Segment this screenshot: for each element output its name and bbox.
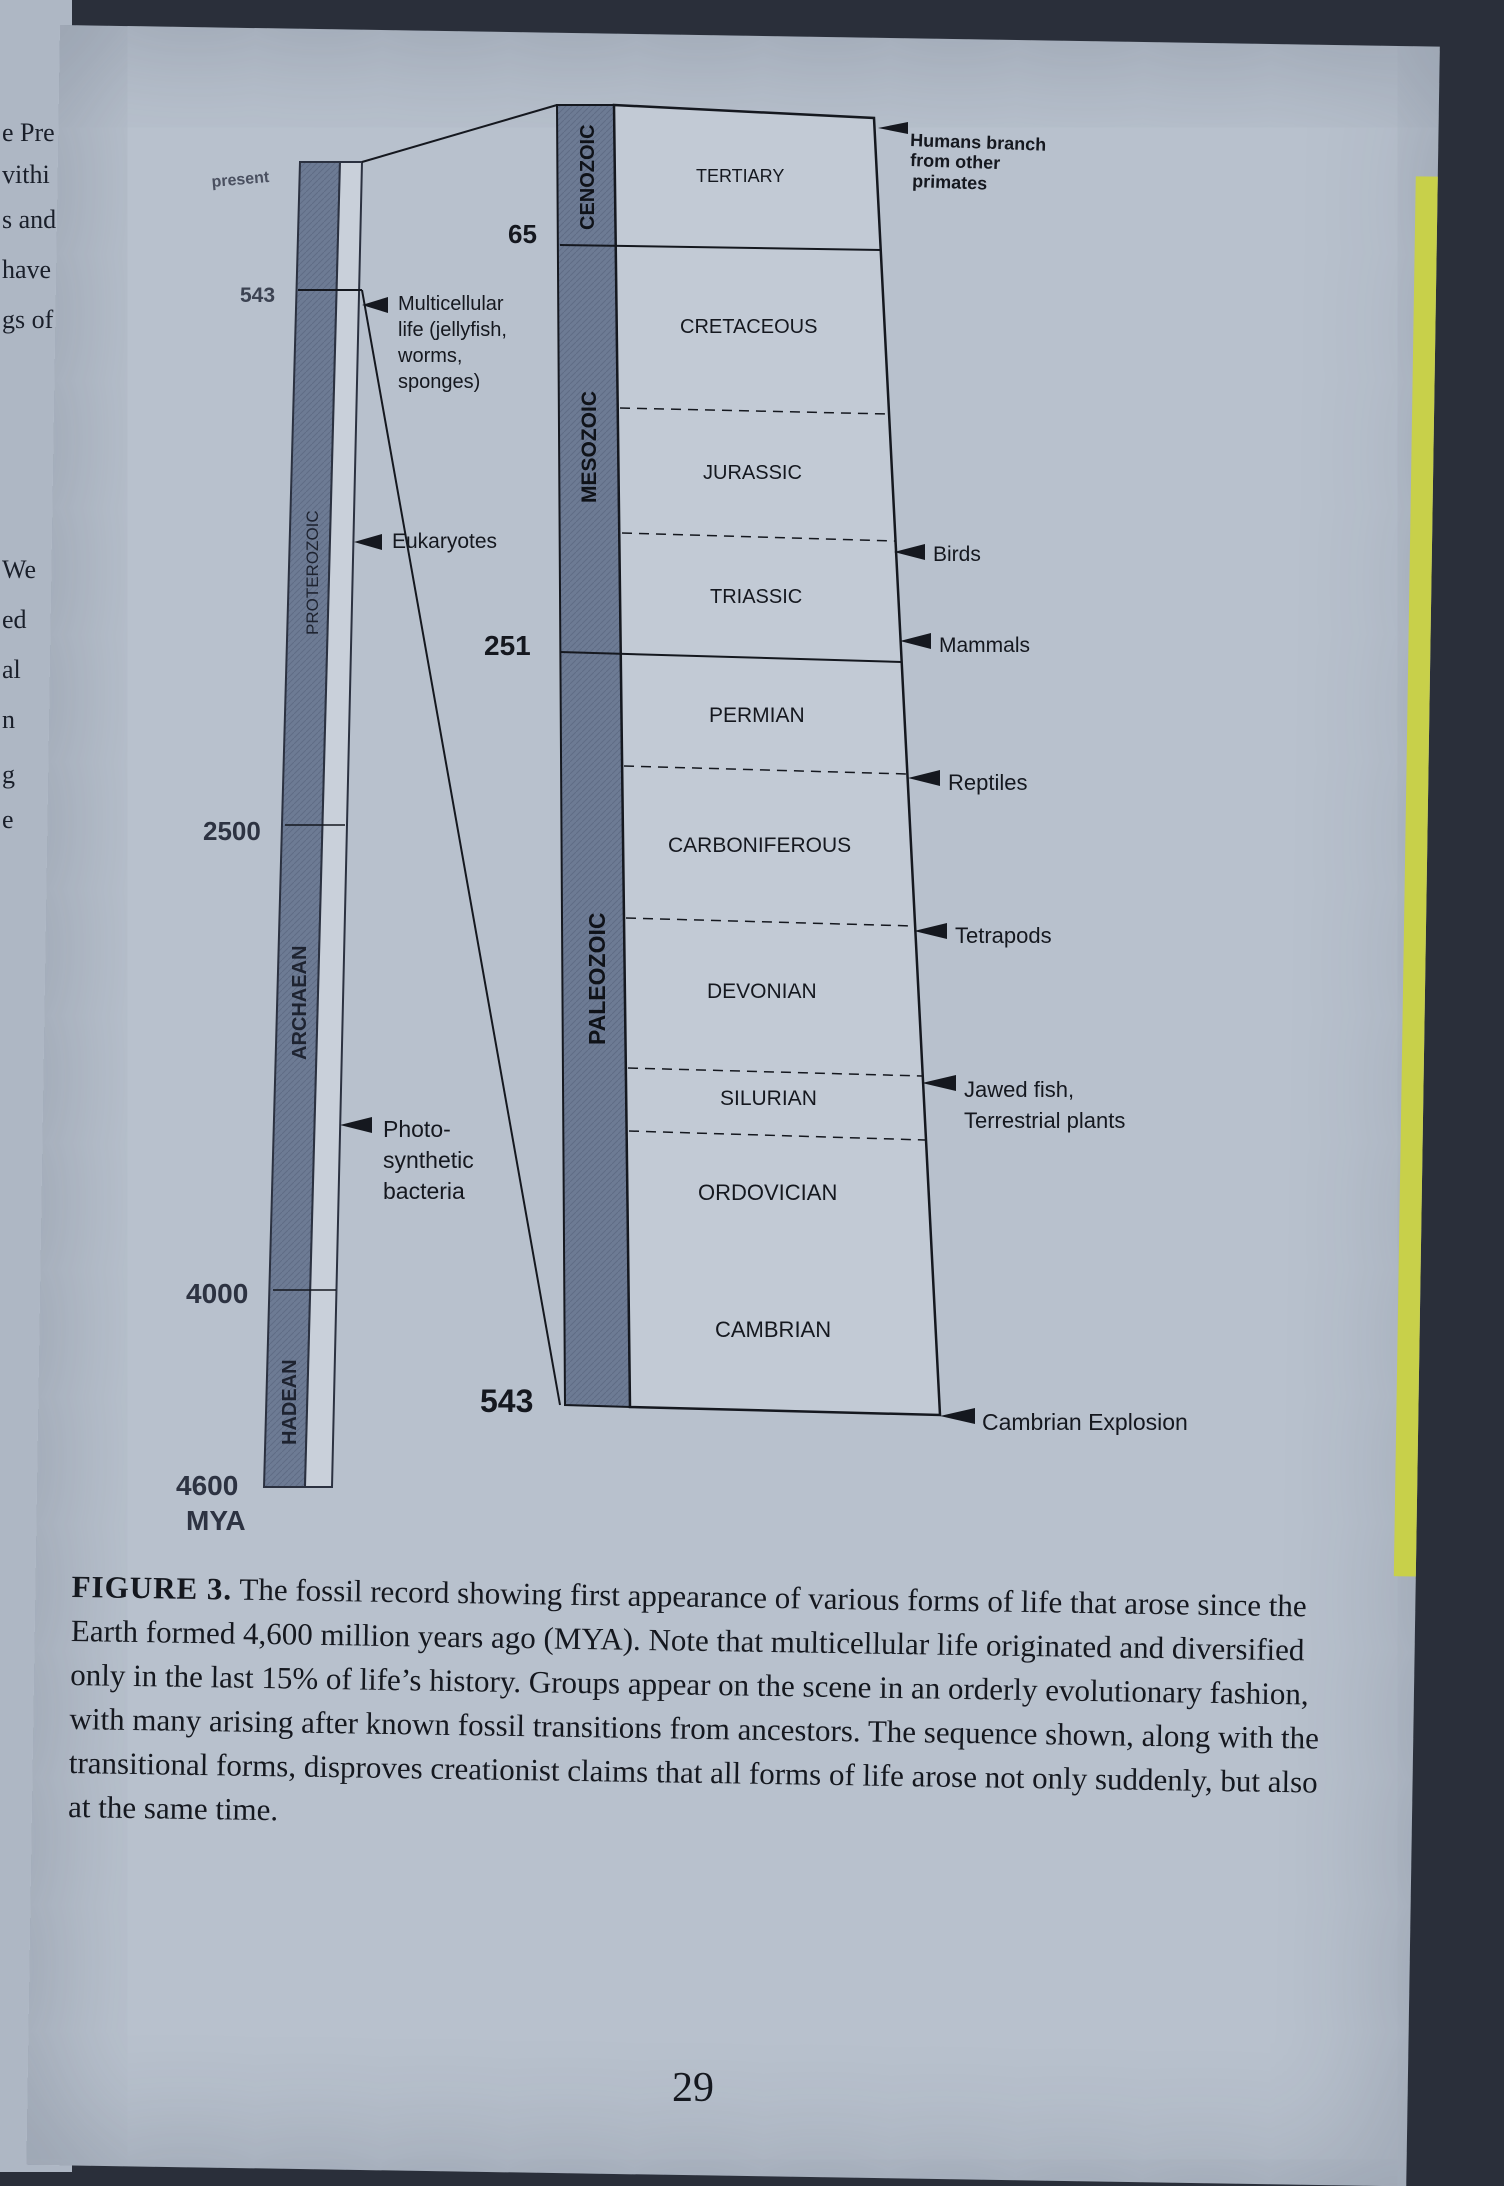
period-devonian: DEVONIAN <box>707 980 817 1003</box>
period-permian: PERMIAN <box>709 704 805 727</box>
page-number: 29 <box>672 2065 714 2111</box>
arrow-icon <box>900 633 931 649</box>
facing-text-fragment: have <box>2 255 52 284</box>
event-humans-line1: Humans branch <box>909 130 1047 155</box>
arrow-icon <box>908 770 940 786</box>
arrow-icon <box>914 923 947 939</box>
tick-543-bottom: 543 <box>480 1383 534 1419</box>
event-birds: Birds <box>933 543 981 566</box>
caption-lead: FIGURE 3. <box>71 1568 233 1607</box>
event-mammals: Mammals <box>939 634 1031 657</box>
event-multicellular-line3: worms, <box>398 345 463 367</box>
facing-text-fragment: e Pre <box>2 118 55 147</box>
event-jawed-line1: Jawed fish, <box>964 1077 1075 1102</box>
tick-4000: 4000 <box>186 1278 249 1309</box>
eon-label-hadean: HADEAN <box>279 1359 301 1445</box>
arrow-icon <box>340 1117 372 1133</box>
arrow-icon <box>940 1408 975 1424</box>
period-jurassic: JURASSIC <box>703 462 802 484</box>
facing-text-fragment: vithi <box>2 160 50 189</box>
event-eukaryotes: Eukaryotes <box>392 530 498 553</box>
arrow-icon <box>878 122 908 134</box>
event-photosynthetic-line2: synthetic <box>383 1147 474 1173</box>
tick-543: 543 <box>240 284 276 307</box>
event-humans-line2: from other <box>909 150 1001 174</box>
period-ordovician: ORDOVICIAN <box>698 1180 838 1205</box>
tick-present: present <box>210 169 270 191</box>
event-jawed-line2: Terrestrial plants <box>964 1108 1126 1133</box>
tick-65: 65 <box>508 219 537 249</box>
event-multicellular-line2: life (jellyfish, <box>398 319 507 341</box>
era-label-paleozoic: PALEOZOIC <box>584 912 610 1045</box>
era-label-mesozoic: MESOZOIC <box>578 390 601 503</box>
event-photosynthetic-line3: bacteria <box>383 1178 465 1204</box>
tick-251: 251 <box>484 630 531 661</box>
tick-4600: 4600 <box>176 1470 239 1501</box>
event-cambrian-explosion: Cambrian Explosion <box>982 1409 1188 1435</box>
arrow-icon <box>354 534 382 550</box>
period-triassic: TRIASSIC <box>710 586 803 608</box>
figure-caption <box>68 1565 1332 1849</box>
facing-text-fragment: ed <box>2 605 27 634</box>
facing-text-fragment: gs of <box>2 305 54 334</box>
facing-text-fragment: e <box>2 805 14 834</box>
event-photosynthetic-line1: Photo- <box>383 1116 451 1142</box>
period-cambrian: CAMBRIAN <box>715 1317 832 1342</box>
eon-label-proterozoic: PROTEROZOIC <box>303 510 322 635</box>
zoom-line-bottom <box>362 290 560 1405</box>
axis-unit-mya: MYA <box>186 1505 246 1536</box>
event-tetrapods: Tetrapods <box>955 923 1052 948</box>
event-reptiles: Reptiles <box>948 770 1028 795</box>
periods-column <box>614 105 940 1415</box>
period-silurian: SILURIAN <box>720 1087 817 1110</box>
arrow-icon <box>922 1075 956 1091</box>
facing-text-fragment: g <box>2 760 15 789</box>
tick-2500: 2500 <box>203 816 261 846</box>
facing-text-fragment: al <box>2 655 21 684</box>
event-humans-line3: primates <box>911 171 988 194</box>
arrow-icon <box>894 544 925 560</box>
period-cretaceous: CRETACEOUS <box>680 316 818 338</box>
event-multicellular-line1: Multicellular <box>398 293 504 315</box>
event-multicellular-line4: sponges) <box>398 371 481 393</box>
period-carboniferous: CARBONIFEROUS <box>668 834 852 857</box>
facing-text-fragment: n <box>2 705 15 734</box>
facing-text-fragment: We <box>2 555 36 584</box>
facing-text-fragment: s and <box>2 205 57 234</box>
caption-text: The fossil record showing first appearance of various forms of life that arose since the Earth formed 4,600 million years ago (MYA). Note that multicellular life originated and diversified only in the last 15% of life’s history. Groups appear on the scene in an orderly evolutionary fashion, with many arising after known fossil transitions from ancestors. The sequence shown, along with the transitional forms, disproves creationist claims that all forms of life arose not only suddenly, but also at the same time. <box>67 1571 1320 1828</box>
eon-label-archaean: ARCHAEAN <box>289 945 311 1060</box>
period-tertiary: TERTIARY <box>696 166 785 186</box>
zoom-line-top <box>362 105 557 162</box>
era-label-cenozoic: CENOZOIC <box>577 124 599 230</box>
